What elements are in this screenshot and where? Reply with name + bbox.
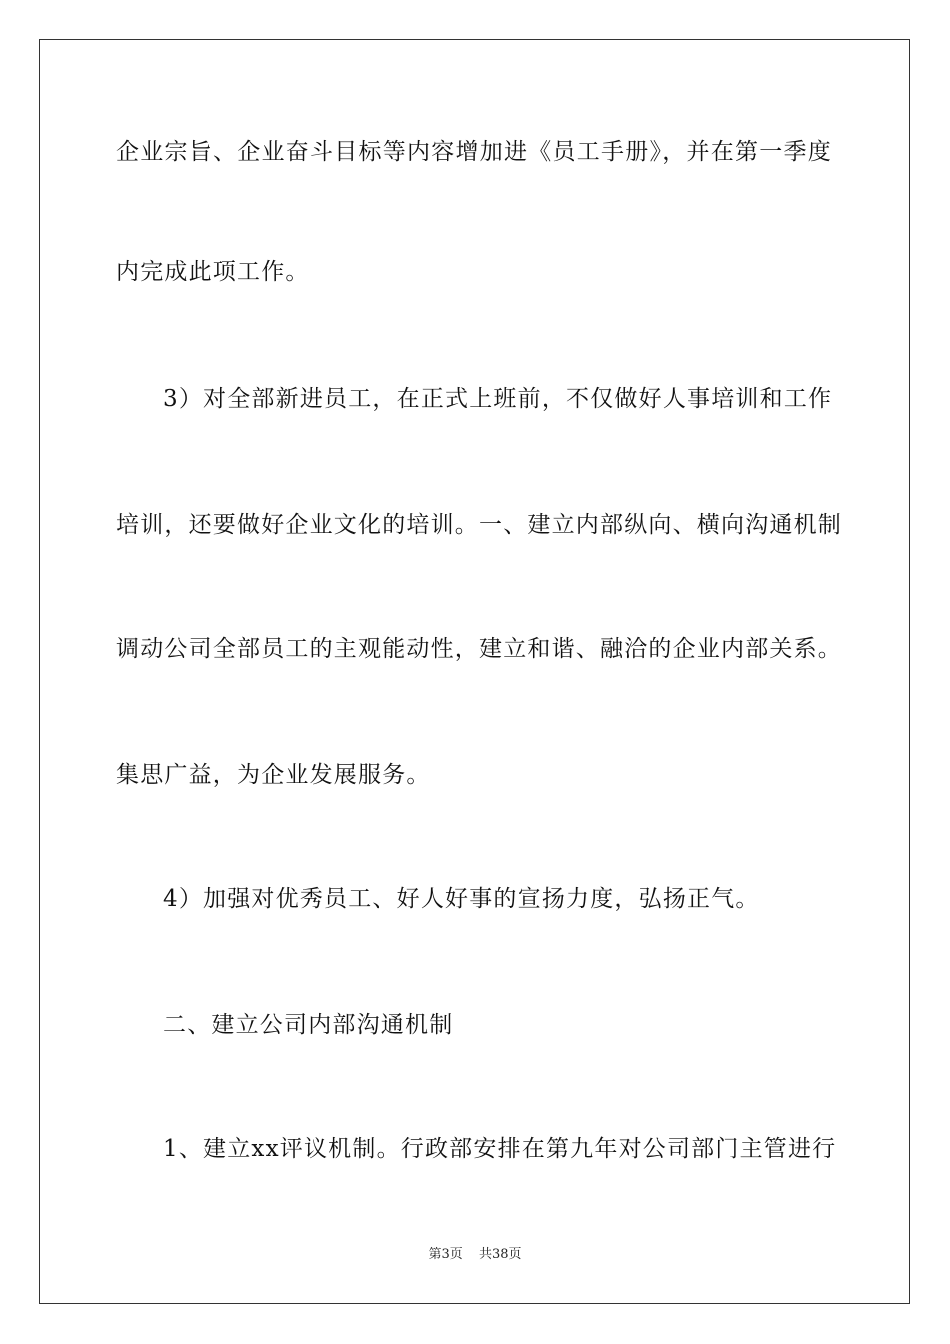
page-number-current: 第3页 — [428, 1247, 463, 1262]
page-footer — [0, 1246, 950, 1264]
page-border — [39, 39, 910, 1304]
text-line-8: 二、建立公司内部沟通机制 — [163, 1012, 454, 1038]
text-line-1: 企业宗旨、企业奋斗目标等内容增加进《员工手册》，并在第一季度 — [116, 139, 832, 165]
text-line-7: 4）加强对优秀员工、好人好事的宣扬力度，弘扬正气。 — [163, 886, 760, 912]
text-line-6: 集思广益，为企业发展服务。 — [116, 762, 431, 788]
text-line-5: 调动公司全部员工的主观能动性，建立和谐、融洽的企业内部关系。 — [116, 636, 842, 662]
text-line-3: 3）对全部新进员工，在正式上班前，不仅做好人事培训和工作 — [163, 386, 833, 412]
text-line-4: 培训，还要做好企业文化的培训。一、建立内部纵向、横向沟通机制 — [116, 512, 842, 538]
text-line-9: 1、建立xx评议机制。行政部安排在第九年对公司部门主管进行 — [163, 1136, 837, 1162]
page-number-total: 共38页 — [478, 1247, 522, 1262]
text-line-2: 内完成此项工作。 — [116, 259, 310, 285]
